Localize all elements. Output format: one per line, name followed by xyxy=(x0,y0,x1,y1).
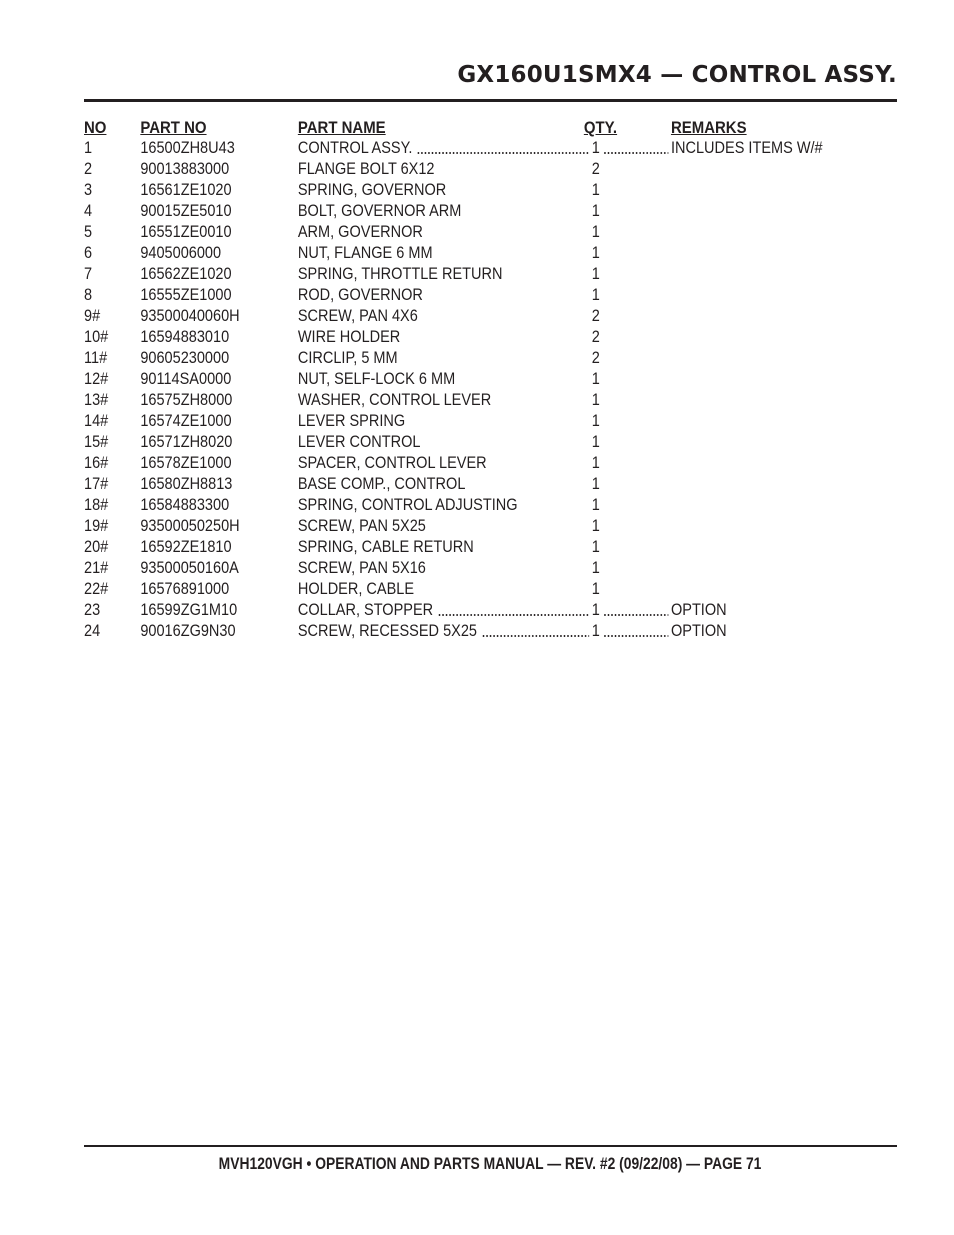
part-number: 16500ZH8U43 xyxy=(140,139,235,157)
part-number: 16594883010 xyxy=(140,328,230,346)
part-number: 16578ZE1000 xyxy=(140,454,232,472)
part-number: 93500050250H xyxy=(140,517,240,535)
table-row xyxy=(84,285,897,306)
table-body xyxy=(84,138,897,642)
quantity: 2 xyxy=(591,349,600,367)
part-name: SPRING, CABLE RETURN xyxy=(297,538,474,556)
table-row xyxy=(84,579,897,600)
footer-text: MVH120VGH • OPERATION AND PARTS MANUAL — REV. #2 (09/22/08) — PAGE 71 xyxy=(219,1155,762,1173)
quantity: 1 xyxy=(591,265,600,283)
quantity: 1 xyxy=(591,223,600,241)
table-row xyxy=(84,348,897,369)
table-row xyxy=(84,264,897,285)
item-number: 21# xyxy=(84,559,109,577)
part-name: FLANGE BOLT 6X12 xyxy=(297,160,435,178)
quantity: 1 xyxy=(591,601,600,619)
quantity: 1 xyxy=(591,139,600,157)
dot-leader xyxy=(438,614,589,616)
part-number: 16576891000 xyxy=(140,580,230,598)
table-row xyxy=(84,306,897,327)
quantity: 1 xyxy=(591,538,600,556)
table-header-row xyxy=(84,117,897,138)
item-number: 23 xyxy=(84,601,101,619)
table-row xyxy=(84,180,897,201)
dot-leader xyxy=(417,152,589,154)
part-number: 90016ZG9N30 xyxy=(140,622,236,640)
quantity: 2 xyxy=(591,328,600,346)
parts-table xyxy=(84,117,897,642)
table-row xyxy=(84,516,897,537)
item-number: 20# xyxy=(84,538,109,556)
quantity: 1 xyxy=(591,244,600,262)
quantity: 2 xyxy=(591,160,600,178)
part-name: SCREW, PAN 5X25 xyxy=(297,517,426,535)
dot-leader xyxy=(482,635,589,637)
table-row xyxy=(84,159,897,180)
dot-leader xyxy=(603,635,668,637)
quantity: 1 xyxy=(591,496,600,514)
quantity: 1 xyxy=(591,517,600,535)
part-number: 16599ZG1M10 xyxy=(140,601,238,619)
part-number: 16562ZE1020 xyxy=(140,265,232,283)
quantity: 1 xyxy=(591,433,600,451)
item-number: 10# xyxy=(84,328,109,346)
part-number: 16575ZH8000 xyxy=(140,391,233,409)
table-row xyxy=(84,390,897,411)
quantity: 1 xyxy=(591,622,600,640)
table-row xyxy=(84,138,897,159)
part-number: 90015ZE5010 xyxy=(140,202,232,220)
item-number: 15# xyxy=(84,433,109,451)
item-number: 11# xyxy=(84,349,108,367)
part-number: 16551ZE0010 xyxy=(140,223,232,241)
part-name: ARM, GOVERNOR xyxy=(297,223,423,241)
part-name: BASE COMP., CONTROL xyxy=(297,475,466,493)
item-number: 24 xyxy=(84,622,101,640)
remarks: OPTION xyxy=(670,601,727,619)
part-number: 16571ZH8020 xyxy=(140,433,233,451)
table-row xyxy=(84,558,897,579)
part-number: 90605230000 xyxy=(140,349,230,367)
item-number: 17# xyxy=(84,475,109,493)
quantity: 1 xyxy=(591,454,600,472)
column-header-remarks: REMARKS xyxy=(670,118,747,137)
part-name: BOLT, GOVERNOR ARM xyxy=(297,202,462,220)
item-number: 19# xyxy=(84,517,109,535)
part-name: NUT, SELF-LOCK 6 MM xyxy=(297,370,456,388)
item-number: 18# xyxy=(84,496,109,514)
part-name: LEVER CONTROL xyxy=(297,433,421,451)
item-number: 3 xyxy=(84,181,93,199)
part-name: ROD, GOVERNOR xyxy=(297,286,423,304)
dot-leader xyxy=(603,614,668,616)
item-number: 16# xyxy=(84,454,109,472)
part-number: 16574ZE1000 xyxy=(140,412,232,430)
part-number: 93500050160A xyxy=(140,559,239,577)
part-name: WIRE HOLDER xyxy=(297,328,401,346)
part-name: SCREW, RECESSED 5X25 xyxy=(297,622,477,640)
table-row xyxy=(84,369,897,390)
item-number: 6 xyxy=(84,244,93,262)
table-row xyxy=(84,201,897,222)
table-row xyxy=(84,453,897,474)
quantity: 1 xyxy=(591,286,600,304)
part-name: LEVER SPRING xyxy=(297,412,406,430)
part-number: 16555ZE1000 xyxy=(140,286,232,304)
table-row xyxy=(84,537,897,558)
item-number: 5 xyxy=(84,223,93,241)
part-number: 16580ZH8813 xyxy=(140,475,233,493)
quantity: 1 xyxy=(591,580,600,598)
part-number: 16561ZE1020 xyxy=(140,181,232,199)
footer-divider xyxy=(84,1145,897,1147)
item-number: 8 xyxy=(84,286,93,304)
table-row xyxy=(84,432,897,453)
part-number: 90114SA0000 xyxy=(140,370,232,388)
table-row xyxy=(84,222,897,243)
column-header-part-no: PART NO xyxy=(140,118,207,137)
quantity: 1 xyxy=(591,202,600,220)
part-name: SPACER, CONTROL LEVER xyxy=(297,454,487,472)
quantity: 1 xyxy=(591,370,600,388)
table-row xyxy=(84,243,897,264)
part-name: WASHER, CONTROL LEVER xyxy=(297,391,492,409)
title-divider xyxy=(84,99,897,102)
part-name: NUT, FLANGE 6 MM xyxy=(297,244,433,262)
table-row xyxy=(84,495,897,516)
item-number: 22# xyxy=(84,580,109,598)
item-number: 7 xyxy=(84,265,93,283)
page-footer xyxy=(84,1155,897,1174)
part-name: SPRING, GOVERNOR xyxy=(297,181,447,199)
quantity: 1 xyxy=(591,559,600,577)
quantity: 1 xyxy=(591,475,600,493)
table-row xyxy=(84,621,897,642)
table-row xyxy=(84,327,897,348)
part-number: 90013883000 xyxy=(140,160,230,178)
quantity: 1 xyxy=(591,412,600,430)
part-name: CONTROL ASSY. xyxy=(297,139,413,157)
quantity: 2 xyxy=(591,307,600,325)
column-header-qty: QTY. xyxy=(583,118,618,137)
item-number: 14# xyxy=(84,412,109,430)
item-number: 13# xyxy=(84,391,109,409)
remarks: OPTION xyxy=(670,622,727,640)
quantity: 1 xyxy=(591,181,600,199)
part-name: COLLAR, STOPPER xyxy=(297,601,434,619)
remarks: INCLUDES ITEMS W/# xyxy=(670,139,823,157)
part-number: 16592ZE1810 xyxy=(140,538,232,556)
dot-leader xyxy=(603,152,668,154)
part-number: 16584883300 xyxy=(140,496,230,514)
item-number: 2 xyxy=(84,160,93,178)
column-header-no: NO xyxy=(84,118,107,137)
item-number: 9# xyxy=(84,307,101,325)
item-number: 4 xyxy=(84,202,93,220)
part-name: SPRING, THROTTLE RETURN xyxy=(297,265,503,283)
item-number: 12# xyxy=(84,370,109,388)
table-row xyxy=(84,600,897,621)
item-number: 1 xyxy=(84,139,93,157)
part-number: 93500040060H xyxy=(140,307,240,325)
part-name: SPRING, CONTROL ADJUSTING xyxy=(297,496,518,514)
part-name: SCREW, PAN 5X16 xyxy=(297,559,426,577)
column-header-part-name: PART NAME xyxy=(297,118,386,137)
part-name: CIRCLIP, 5 MM xyxy=(297,349,398,367)
quantity: 1 xyxy=(591,391,600,409)
page-title: GX160U1SMX4 — CONTROL ASSY. xyxy=(457,62,897,88)
table-row xyxy=(84,474,897,495)
part-number: 9405006000 xyxy=(140,244,222,262)
table-row xyxy=(84,411,897,432)
part-name: SCREW, PAN 4X6 xyxy=(297,307,418,325)
part-name: HOLDER, CABLE xyxy=(297,580,415,598)
